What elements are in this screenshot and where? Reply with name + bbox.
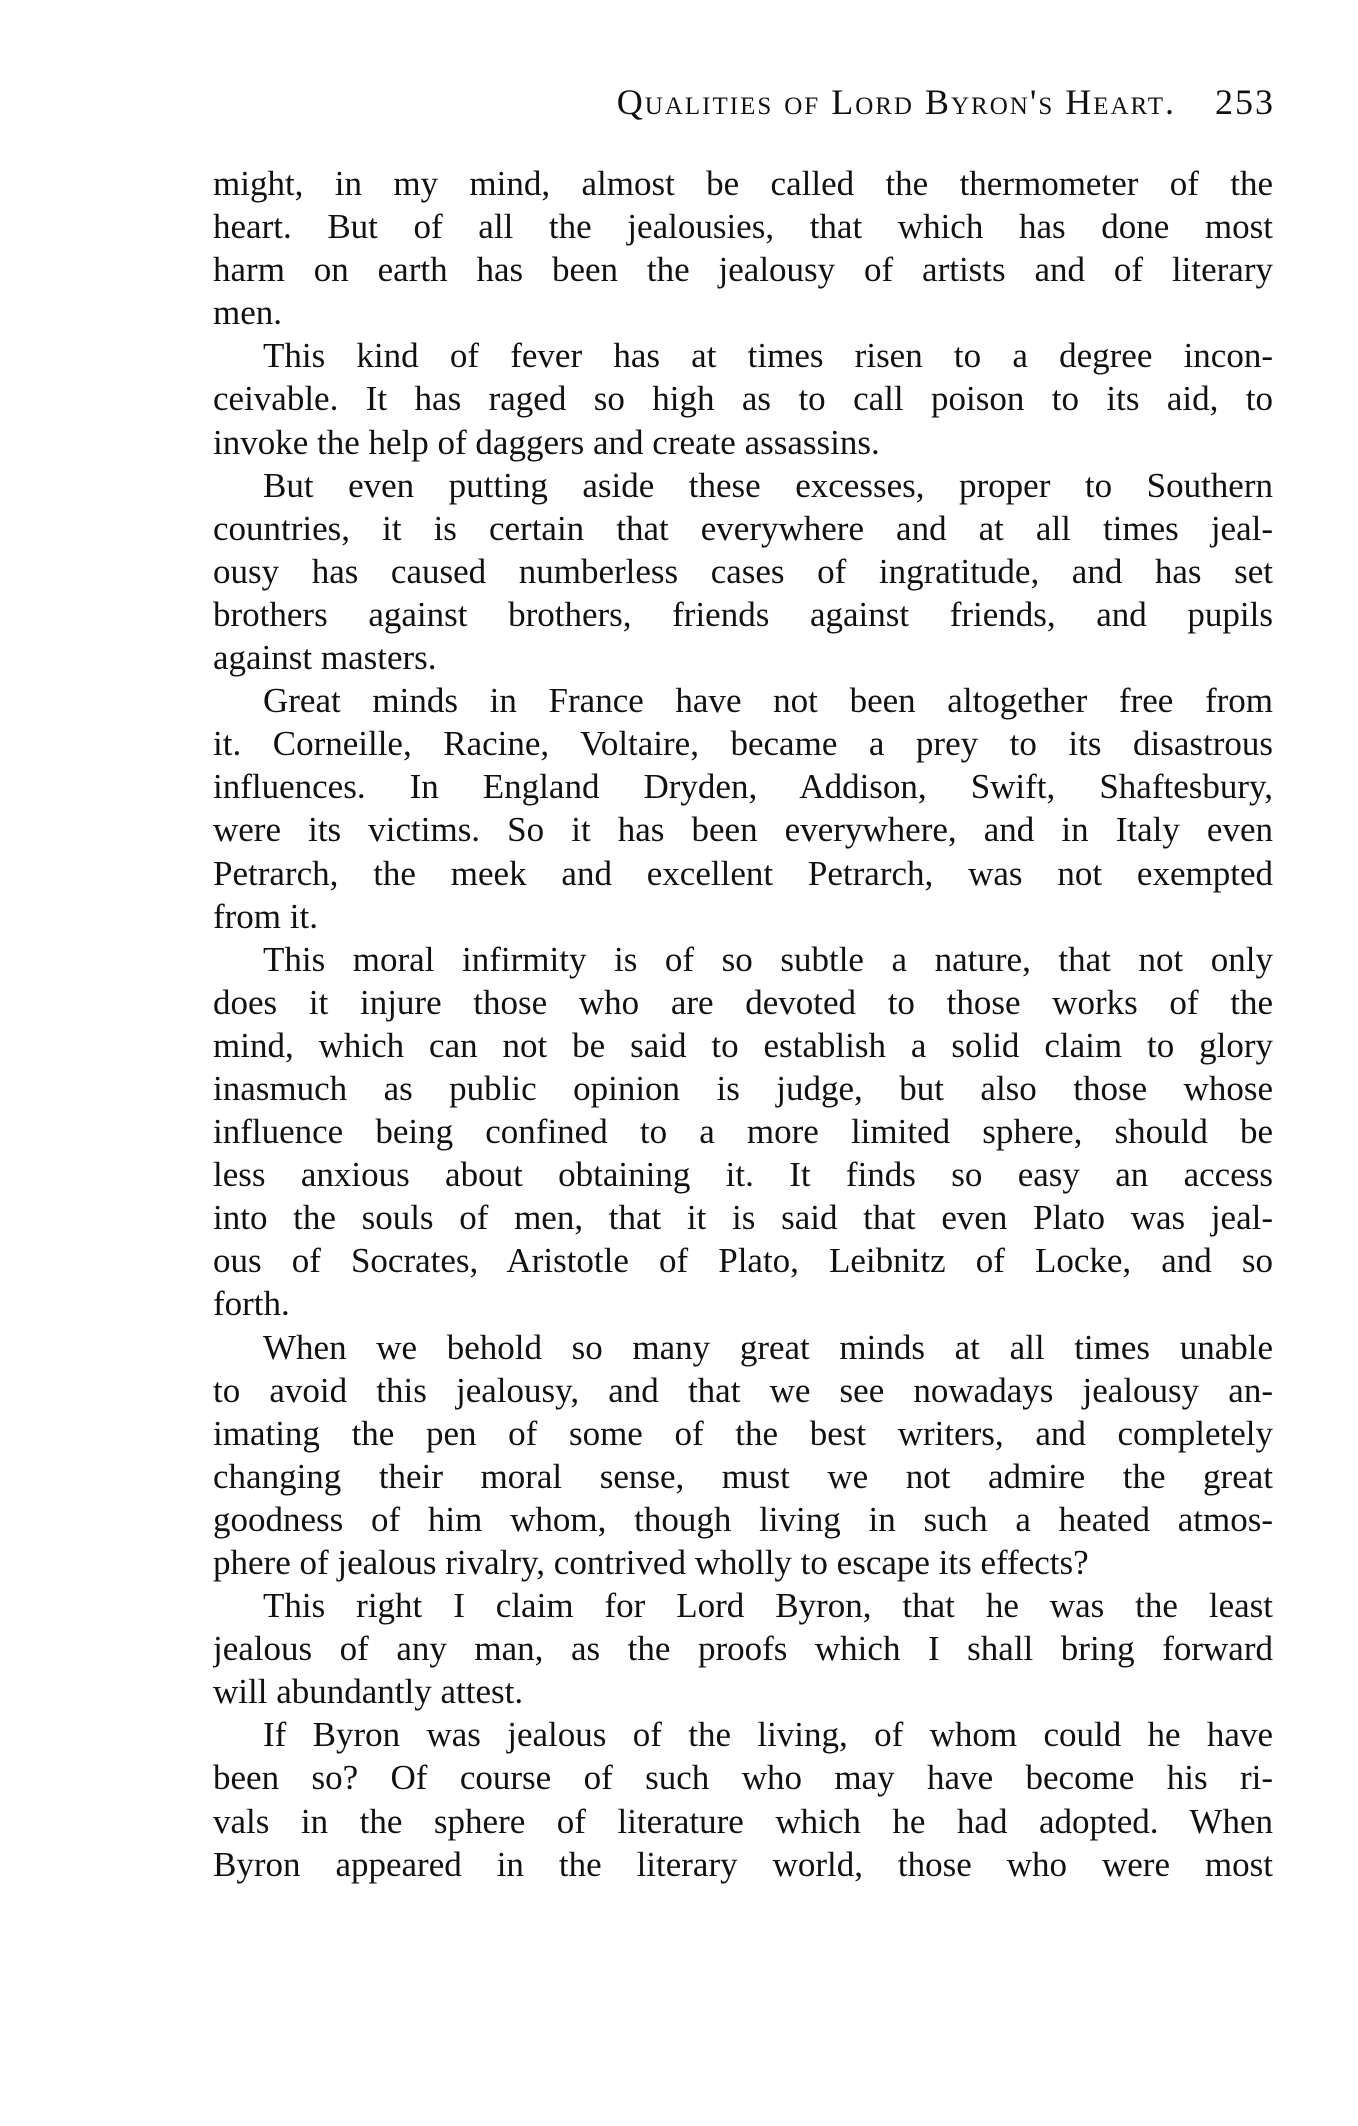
text-line: into the souls of men, that it is said that even Plato was jeal- bbox=[213, 1198, 1273, 1238]
paragraph bbox=[213, 938, 1273, 1326]
text-line: Byron appeared in the literary world, those who were most bbox=[213, 1844, 1273, 1884]
text-line: Petrarch, the meek and excellent Petrarch, was not exempted bbox=[213, 853, 1273, 893]
text-line: vals in the sphere of literature which he had adopted. When bbox=[213, 1801, 1273, 1841]
text-line: it. Corneille, Racine, Voltaire, became a prey to its disastrous bbox=[213, 724, 1273, 764]
running-header bbox=[215, 78, 1275, 126]
text-line: will abundantly attest. bbox=[213, 1672, 524, 1712]
text-line: harm on earth has been the jealousy of artists and of literary bbox=[213, 250, 1273, 290]
page-number: 253 bbox=[1215, 82, 1275, 122]
text-line: to avoid this jealousy, and that we see nowadays jealousy an- bbox=[213, 1370, 1273, 1410]
paragraph bbox=[213, 1326, 1273, 1585]
text-line: forth. bbox=[213, 1284, 290, 1324]
running-title: Qualities of Lord Byron's Heart. bbox=[616, 82, 1176, 122]
text-line: inasmuch as public opinion is judge, but also those whose bbox=[213, 1068, 1273, 1108]
text-line: goodness of him whom, though living in such a heated atmos- bbox=[213, 1499, 1273, 1539]
text-line: influence being confined to a more limited sphere, should be bbox=[213, 1112, 1273, 1152]
text-line: If Byron was jealous of the living, of whom could he have bbox=[263, 1715, 1273, 1755]
text-line: jealous of any man, as the proofs which I shall bring forward bbox=[213, 1629, 1273, 1669]
paragraph bbox=[213, 679, 1273, 938]
text-line: countries, it is certain that everywhere and at all times jeal- bbox=[213, 508, 1273, 548]
text-line: invoke the help of daggers and create assassins. bbox=[213, 422, 880, 462]
text-line: When we behold so many great minds at all times unable bbox=[263, 1327, 1273, 1367]
text-line: But even putting aside these excesses, proper to Southern bbox=[263, 465, 1273, 505]
text-line: This right I claim for Lord Byron, that he was the least bbox=[263, 1586, 1273, 1626]
text-line: against masters. bbox=[213, 638, 437, 678]
text-line: does it injure those who are devoted to those works of the bbox=[213, 982, 1273, 1022]
page-body bbox=[213, 162, 1273, 1886]
paragraph bbox=[213, 1584, 1273, 1713]
text-line: changing their moral sense, must we not admire the great bbox=[213, 1456, 1273, 1496]
text-line: were its victims. So it has been everywhere, and in Italy even bbox=[213, 810, 1273, 850]
text-line: been so? Of course of such who may have become his ri- bbox=[213, 1758, 1273, 1798]
text-line: Great minds in France have not been altogether free from bbox=[263, 681, 1273, 721]
text-line: This kind of fever has at times risen to a degree incon- bbox=[263, 336, 1273, 376]
paragraph bbox=[213, 464, 1273, 679]
text-line: brothers against brothers, friends against friends, and pupils bbox=[213, 594, 1273, 634]
text-line: might, in my mind, almost be called the thermometer of the bbox=[213, 164, 1273, 203]
text-line: from it. bbox=[213, 896, 318, 936]
paragraph bbox=[213, 334, 1273, 463]
text-line: men. bbox=[213, 293, 283, 333]
text-line: mind, which can not be said to establish a solid claim to glory bbox=[213, 1025, 1273, 1065]
text-line: heart. But of all the jealousies, that which has done most bbox=[213, 207, 1273, 247]
text-line: less anxious about obtaining it. It finds so easy an access bbox=[213, 1155, 1273, 1195]
text-line: ous of Socrates, Aristotle of Plato, Leibnitz of Locke, and so bbox=[213, 1241, 1273, 1281]
text-line: influences. In England Dryden, Addison, Swift, Shaftesbury, bbox=[213, 767, 1273, 807]
text-line: phere of jealous rivalry, contrived wholly to escape its effects? bbox=[213, 1543, 1089, 1582]
text-line: imating the pen of some of the best writers, and completely bbox=[213, 1413, 1273, 1453]
text-line: ceivable. It has raged so high as to call poison to its aid, to bbox=[213, 379, 1273, 419]
paragraph bbox=[213, 1713, 1273, 1885]
text-line: This moral infirmity is of so subtle a nature, that not only bbox=[263, 939, 1273, 979]
paragraph bbox=[213, 162, 1273, 334]
text-line: ousy has caused numberless cases of ingratitude, and has set bbox=[213, 551, 1273, 591]
